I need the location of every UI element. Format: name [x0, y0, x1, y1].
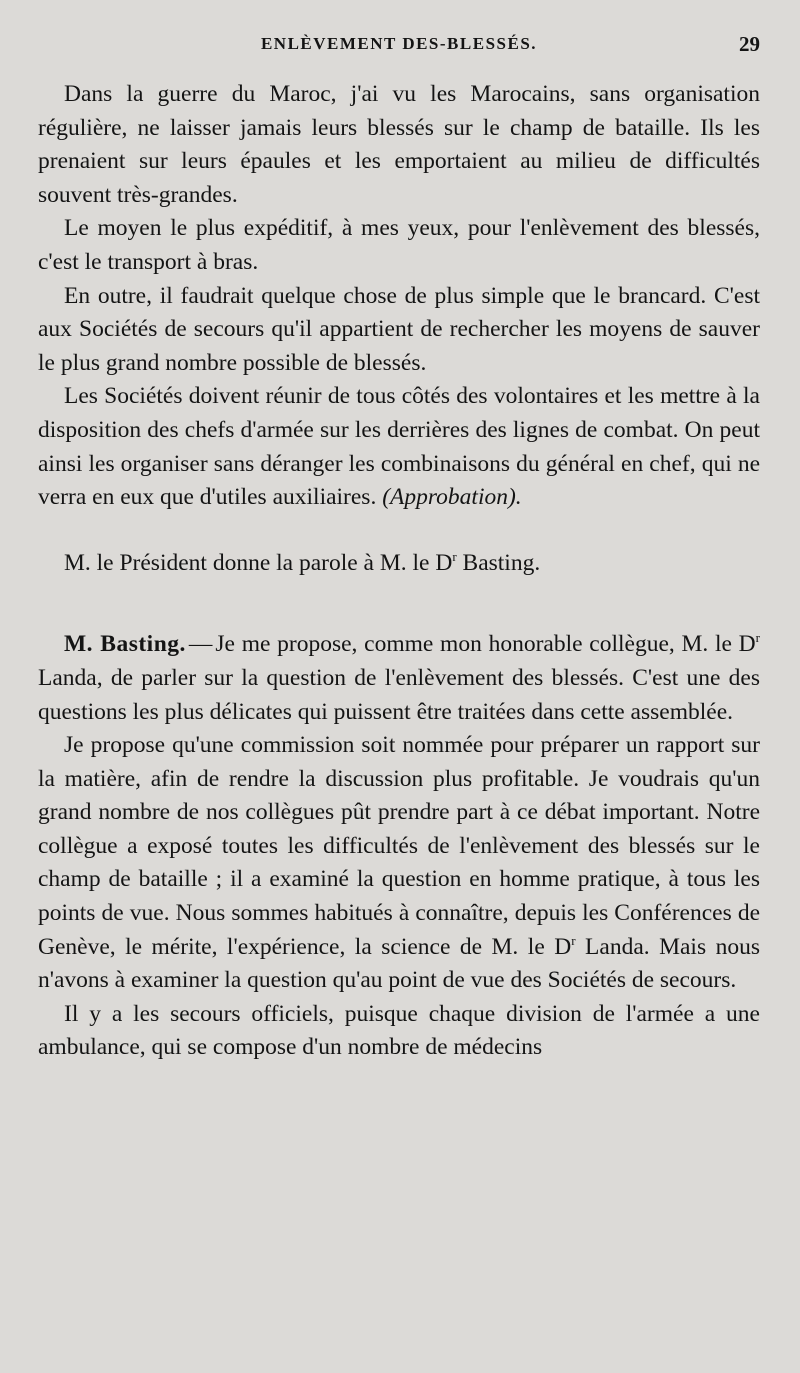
basting-text: Je me propose, comme mon honorable collègue, M. le D	[215, 631, 756, 658]
paragraph-secours-officiels: Il y a les secours officiels, puisque chaque division de l'armée a une ambulance, qui se compose d'un nombre de médecins	[38, 1000, 760, 1061]
running-head	[38, 0, 760, 78]
paragraph-transport-a-bras: Le moyen le plus expéditif, à mes yeux, pour l'enlèvement des blessés, c'est le transport à bras.	[38, 215, 760, 275]
volontaires-text: Les Sociétés doivent réunir de tous côtés des volontaires et les mettre à la disposition des chefs d'armée sur les derrières des lignes de combat. On peut ainsi les organiser sans déranger les combinaisons du général en chef, qui ne verra en eux que d'utiles auxiliaires.	[38, 383, 760, 511]
section-gap	[38, 580, 760, 628]
section-gap	[38, 515, 760, 547]
speaker-name: M. Basting.	[64, 631, 186, 658]
doctor-superscript: r	[571, 932, 576, 948]
paragraph-brancard: En outre, il faudrait quelque chose de plus simple que le brancard. C'est aux Sociétés de secours qu'il appartient de rechercher les moyens de sauver le plus grand nombre possible de blessés.	[38, 282, 760, 376]
speaker-dash: —	[188, 631, 213, 658]
president-text: M. le Président donne la parole à M. le D	[64, 549, 453, 576]
basting-text-end: Landa, de parler sur la question de l'enlèvement des blessés. C'est une des questions les plus délicates qui puissent être traitées dans cette assemblée.	[38, 664, 760, 725]
doctor-superscript: r	[452, 548, 457, 564]
approbation-note: (Approbation).	[382, 484, 522, 511]
doctor-superscript: r	[755, 630, 760, 646]
running-title: ENLÈVEMENT DES-BLESSÉS.	[260, 34, 538, 53]
paragraph-president	[38, 547, 760, 581]
commission-text-end: Landa. Mais nous n'avons à examiner la question qu'au point de vue des Sociétés de secours.	[38, 933, 760, 994]
paragraph-commission	[38, 729, 760, 998]
commission-text: Je propose qu'une commission soit nommée pour préparer un rapport sur la matière, afin de rendre la discussion plus profitable. Je voudrais qu'un grand nombre de nos collègues pût prendre part à ce débat important. Notre collègue a exposé toutes les difficultés de l'enlèvement des blessés sur le champ de bataille ; il a examiné la question en homme pratique, à tous les points de vue. Nous sommes habitués à connaître, depuis les Conférences de Genève, le mérite, l'expérience, la science de M. le D	[38, 732, 760, 960]
president-text-end: Basting.	[456, 549, 541, 576]
paragraph-basting	[38, 628, 760, 729]
paragraph-maroc: Dans la guerre du Maroc, j'ai vu les Marocains, sans organisation régulière, ne laisser jamais leurs blessés sur le champ de bataille. Ils les prenaient sur leurs épaules et les emportaient au milieu de difficultés souvent très-grandes.	[38, 81, 760, 208]
paragraph-volontaires	[38, 380, 760, 514]
page-number: 29	[739, 32, 760, 56]
body-text	[38, 78, 760, 1065]
